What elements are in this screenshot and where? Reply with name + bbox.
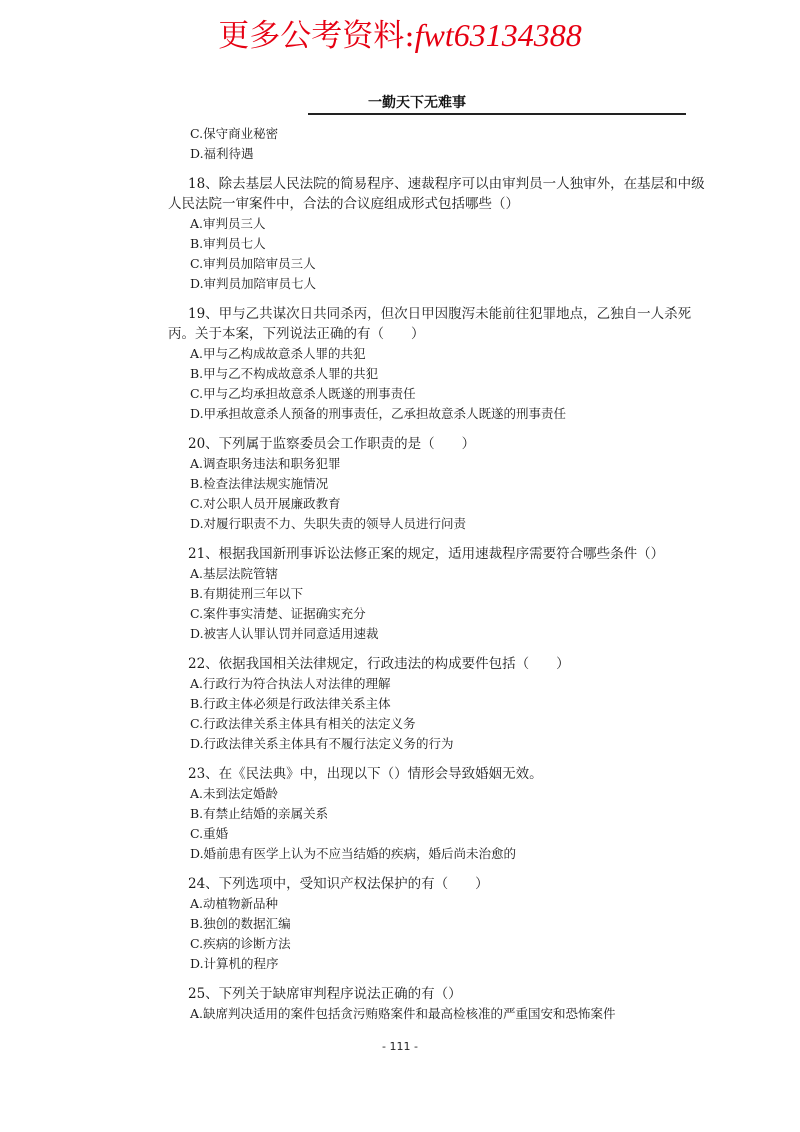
question-stem: 23、在《民法典》中，出现以下（）情形会导致婚姻无效。 <box>188 766 543 782</box>
option: A.缺席判决适用的案件包括贪污贿赂案件和最高检核准的严重国安和恐怖案件 <box>190 1006 616 1021</box>
option: A.动植物新品种 <box>190 896 279 911</box>
option: A.审判员三人 <box>190 216 266 231</box>
option: B.审判员七人 <box>190 236 266 251</box>
option: C.行政法律关系主体具有相关的法定义务 <box>190 716 416 731</box>
option: D.甲承担故意杀人预备的刑事责任，乙承担故意杀人既遂的刑事责任 <box>190 406 567 421</box>
question-stem: 24、下列选项中，受知识产权法保护的有（ ） <box>188 876 489 892</box>
option: B.行政主体必须是行政法律关系主体 <box>190 696 391 711</box>
question-18 <box>168 174 708 294</box>
option: D.审判员加陪审员七人 <box>190 276 317 291</box>
question-19 <box>168 304 708 424</box>
option: B.有期徒刑三年以下 <box>190 586 304 601</box>
option: B.甲与乙不构成故意杀人罪的共犯 <box>190 366 379 381</box>
question-23 <box>168 764 708 864</box>
banner-zh-text: 更多公考资料: <box>218 18 415 54</box>
option: D.婚前患有医学上认为不应当结婚的疾病，婚后尚未治愈的 <box>190 846 517 861</box>
option: C.重婚 <box>190 826 229 841</box>
question-24 <box>168 874 708 974</box>
option: D.被害人认罪认罚并同意适用速裁 <box>190 626 379 641</box>
question-stem: 22、依据我国相关法律规定，行政违法的构成要件包括（ ） <box>188 656 570 672</box>
option: C.对公职人员开展廉政教育 <box>190 496 341 511</box>
option: A.基层法院管辖 <box>190 566 279 581</box>
header-motto: 一勤天下无难事 <box>368 95 466 111</box>
question-stem: 25、下列关于缺席审判程序说法正确的有（） <box>188 986 462 1002</box>
option: A.未到法定婚龄 <box>190 786 279 801</box>
option: D.对履行职责不力、失职失责的领导人员进行问责 <box>190 516 467 531</box>
option: C.案件事实清楚、证据确实充分 <box>190 606 366 621</box>
question-stem: 21、根据我国新刑事诉讼法修正案的规定，适用速裁程序需要符合哪些条件（） <box>188 546 665 562</box>
option: D.福利待遇 <box>190 146 254 161</box>
option: C.疾病的诊断方法 <box>190 936 291 951</box>
question-20 <box>168 434 708 534</box>
option: D.计算机的程序 <box>190 956 279 971</box>
option: A.甲与乙构成故意杀人罪的共犯 <box>190 346 366 361</box>
question-stem: 20、下列属于监察委员会工作职责的是（ ） <box>188 436 476 452</box>
banner-contact-id: fwt63134388 <box>414 17 582 53</box>
promo-banner <box>0 10 800 55</box>
option: C.审判员加陪审员三人 <box>190 256 316 271</box>
previous-question-tail <box>168 124 708 164</box>
option: B.检查法律法规实施情况 <box>190 476 329 491</box>
option: A.行政行为符合执法人对法律的理解 <box>190 676 391 691</box>
question-stem: 19、甲与乙共谋次日共同杀丙，但次日甲因腹泻未能前往犯罪地点，乙独自一人杀死丙。关于本案，下列说法正确的有（ ） <box>168 306 692 342</box>
option: C.保守商业秘密 <box>190 126 279 141</box>
question-25 <box>168 984 708 1024</box>
question-stem: 18、除去基层人民法院的简易程序、速裁程序可以由审判员一人独审外，在基层和中级人民法院一审案件中，合法的合议庭组成形式包括哪些（） <box>168 176 705 212</box>
question-21 <box>168 544 708 644</box>
header-rule <box>308 113 686 115</box>
option: C.甲与乙均承担故意杀人既遂的刑事责任 <box>190 386 416 401</box>
option: D.行政法律关系主体具有不履行法定义务的行为 <box>190 736 454 751</box>
question-list <box>168 124 708 1034</box>
option: B.有禁止结婚的亲属关系 <box>190 806 329 821</box>
question-22 <box>168 654 708 754</box>
option: B.独创的数据汇编 <box>190 916 291 931</box>
option: A.调查职务违法和职务犯罪 <box>190 456 341 471</box>
page-number: - 111 - <box>382 1040 418 1053</box>
